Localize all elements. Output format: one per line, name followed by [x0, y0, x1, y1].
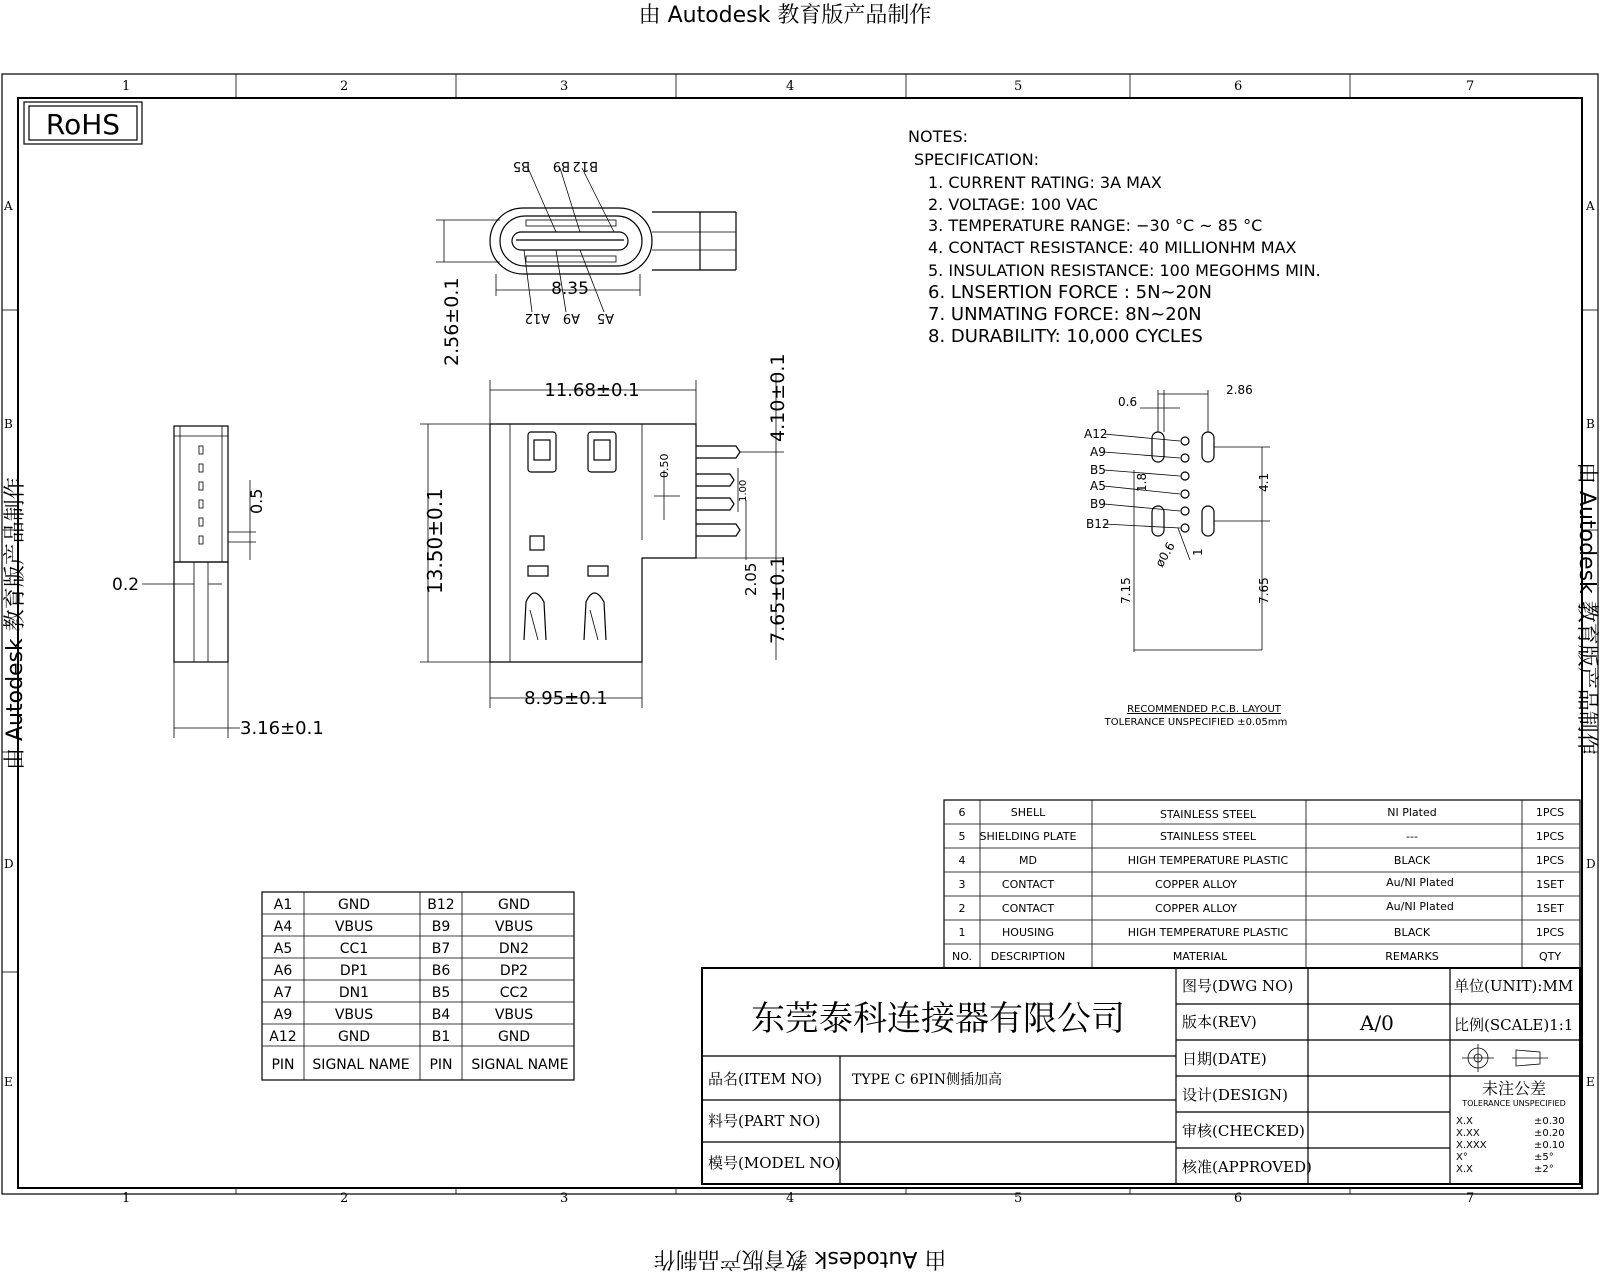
grid-col-5: 5	[1014, 79, 1023, 94]
bom-row-5-mat: STAINLESS STEEL	[1159, 830, 1257, 843]
bom-row-5-qty: 1PCS	[1535, 830, 1565, 843]
pcb-dim-06: 0.6	[1118, 395, 1138, 409]
grid-col-3b: 3	[560, 1191, 569, 1206]
side-view	[142, 426, 256, 738]
pcb-dim-286: 2.86	[1226, 383, 1253, 397]
bom-header-rem: REMARKS	[1385, 950, 1439, 963]
pin-row-5-bsig: CC2	[499, 985, 529, 1001]
pin-row-5-b: B5	[431, 985, 451, 1001]
pin-row-2-asig: VBUS	[334, 919, 374, 935]
notes	[908, 127, 1321, 347]
note-6: 6. LNSERTION FORCE : 5N~20N	[928, 282, 1212, 303]
company-name: 东莞泰科连接器有限公司	[751, 999, 1125, 1039]
note-8: 8. DURABILITY: 10,000 CYCLES	[928, 326, 1203, 347]
note-1: 1. CURRENT RATING: 3A MAX	[928, 173, 1162, 192]
bom-row-1-mat: HIGH TEMPERATURE PLASTIC	[1127, 926, 1289, 939]
pcb-dim-41: 4.1	[1257, 472, 1271, 492]
pin-row-2-b: B9	[431, 919, 451, 935]
grid-col-7b: 7	[1466, 1191, 1475, 1206]
bom-row-6-qty: 1PCS	[1535, 806, 1565, 819]
bom-row-2-mat: COPPER ALLOY	[1155, 902, 1237, 915]
pin-row-1-asig: GND	[337, 897, 371, 913]
bom-row-4-mat: HIGH TEMPERATURE PLASTIC	[1127, 854, 1289, 867]
pin-label-a5: A5	[596, 310, 614, 325]
pin-header-pin-b: PIN	[429, 1057, 453, 1073]
bom-row-4-qty: 1PCS	[1535, 854, 1565, 867]
tol-sub: TOLERANCE UNSPECIFIED	[1462, 1099, 1566, 1108]
pin-label-a9: A9	[562, 310, 580, 325]
pin-row-6-bsig: VBUS	[494, 1007, 534, 1023]
grid-col-4b: 4	[786, 1191, 795, 1206]
notes-subheading: SPECIFICATION:	[914, 150, 1040, 169]
grid-row-labels	[3, 199, 1596, 1089]
rev-label: 版本(REV)	[1182, 1013, 1257, 1031]
dim-top-width: 8.35	[551, 279, 589, 299]
pcb-pin-b5: B5	[1090, 463, 1106, 477]
watermark-right: 由 Autodesk 教育版产品制作	[1574, 462, 1599, 755]
pin-row-1-b: B12	[427, 897, 455, 913]
tol-row-2-val: ±0.20	[1534, 1128, 1565, 1139]
pcb-dim-18: 1.8	[1135, 472, 1149, 492]
bom-header-qty: QTY	[1538, 950, 1562, 963]
pin-row-4-b: B6	[431, 963, 451, 979]
bom-row-4-rem: BLACK	[1393, 854, 1431, 867]
pin-header-sig-b: SIGNAL NAME	[471, 1057, 569, 1073]
bom-row-3-no: 3	[958, 878, 966, 891]
pin-label-a12: A12	[524, 310, 550, 325]
dwg-label: 图号(DWG NO)	[1182, 977, 1294, 995]
grid-col-2: 2	[340, 79, 349, 94]
bom-row-3-rem: Au/NI Plated	[1386, 876, 1454, 889]
pin-row-3-bsig: DN2	[498, 941, 530, 957]
pin-label-b12: B12	[572, 158, 598, 173]
grid-col-5b: 5	[1014, 1191, 1023, 1206]
approved-label: 核准(APPROVED)	[1182, 1158, 1312, 1176]
pcb-dim-765: 7.65	[1257, 577, 1271, 604]
checked-label: 审核(CHECKED)	[1182, 1122, 1305, 1140]
pin-row-5-a: A7	[273, 985, 293, 1001]
note-2: 2. VOLTAGE: 100 VAC	[928, 195, 1098, 214]
tol-row-2-key: X.XX	[1456, 1128, 1480, 1139]
pin-row-4-bsig: DP2	[499, 963, 529, 979]
bom-row-3-desc: CONTACT	[1001, 878, 1055, 891]
bom-header-no: NO.	[952, 950, 972, 963]
grid-col-4: 4	[786, 79, 795, 94]
pin-row-4-a: A6	[273, 963, 293, 979]
grid-col-2b: 2	[340, 1191, 349, 1206]
bom-row-1-desc: HOUSING	[1002, 926, 1054, 939]
tol-title: 未注公差	[1481, 1079, 1547, 1098]
bom-rows	[952, 806, 1564, 963]
grid-col-1b: 1	[122, 1191, 131, 1206]
bom-row-2-qty: 1SET	[1536, 902, 1564, 915]
item-label: 品名(ITEM NO)	[708, 1070, 823, 1088]
pin-row-3-a: A5	[273, 941, 293, 957]
pin-row-1-bsig: GND	[497, 897, 531, 913]
bom-row-4-desc: MD	[1019, 854, 1037, 867]
pin-rows	[269, 897, 568, 1073]
tol-row-5-key: X.X	[1456, 1164, 1473, 1175]
bom-row-2-rem: Au/NI Plated	[1386, 900, 1454, 913]
bom-row-6-no: 6	[958, 806, 966, 819]
dim-side-pitch: 0.5	[247, 488, 266, 514]
dim-side-width: 3.16±0.1	[240, 718, 324, 739]
pcb-pin-a5: A5	[1090, 479, 1106, 493]
rev-value: A/0	[1360, 1011, 1394, 1035]
rohs-label: RoHS	[45, 108, 121, 141]
grid-row-b-r: B	[1586, 417, 1595, 431]
unit-label: 单位(UNIT):MM	[1454, 977, 1574, 995]
pin-row-6-asig: VBUS	[334, 1007, 374, 1023]
grid-row-e: E	[4, 1075, 13, 1089]
dim-side-thick: 0.2	[112, 575, 140, 595]
scale-label: 比例(SCALE)1:1	[1454, 1016, 1574, 1034]
design-label: 设计(DESIGN)	[1182, 1086, 1288, 1104]
grid-row-a: A	[4, 199, 13, 213]
pin-row-7-b: B1	[431, 1029, 451, 1045]
tol-row-5-val: ±2°	[1534, 1164, 1554, 1175]
pin-label-b9: B9	[552, 158, 570, 173]
pcb-pin-a9: A9	[1090, 445, 1106, 459]
tol-row-1-key: X.X	[1456, 1116, 1473, 1127]
item-value: TYPE C 6PIN侧插加高	[852, 1072, 1002, 1088]
dim-front-pin: 1.00	[738, 479, 749, 502]
tol-row-1-val: ±0.30	[1534, 1116, 1565, 1127]
bom-row-3-qty: 1SET	[1536, 878, 1564, 891]
tol-rows	[1456, 1116, 1565, 1175]
model-label: 模号(MODEL NO)	[708, 1154, 841, 1172]
pin-row-4-asig: DP1	[339, 963, 369, 979]
tol-row-4-val: ±5°	[1534, 1152, 1554, 1163]
tol-row-4-key: X°	[1456, 1152, 1468, 1163]
bom-header-mat: MATERIAL	[1172, 950, 1228, 963]
pcb-pin-a12: A12	[1084, 427, 1108, 441]
pin-row-7-bsig: GND	[497, 1029, 531, 1045]
pin-header-pin-a: PIN	[271, 1057, 295, 1073]
pcb-pin-b12: B12	[1086, 517, 1110, 531]
grid-col-6b: 6	[1234, 1191, 1243, 1206]
date-label: 日期(DATE)	[1182, 1050, 1267, 1068]
pin-row-3-b: B7	[431, 941, 451, 957]
pin-row-6-a: A9	[273, 1007, 293, 1023]
pin-row-6-b: B4	[431, 1007, 451, 1023]
dim-front-height: 13.50±0.1	[423, 488, 447, 594]
pcb-layout	[1104, 390, 1270, 652]
bom-row-1-no: 1	[958, 926, 966, 939]
bom-row-6-desc: SHELL	[1010, 806, 1046, 819]
dim-front-width-top: 11.68±0.1	[544, 380, 640, 401]
pin-label-b5: B5	[512, 158, 530, 173]
side-view-pins	[174, 562, 228, 662]
note-4: 4. CONTACT RESISTANCE: 40 MILLIONHM MAX	[928, 238, 1297, 257]
pin-row-2-a: A4	[273, 919, 293, 935]
pcb-dim-phi: ø0.6	[1152, 539, 1178, 570]
note-7: 7. UNMATING FORCE: 8N~20N	[928, 304, 1202, 325]
dim-front-050: 0.50	[658, 453, 671, 478]
bom-header-desc: DESCRIPTION	[990, 950, 1066, 963]
bom-row-5-desc: SHIELDING PLATE	[979, 830, 1077, 843]
grid-row-e-r: E	[1586, 1075, 1595, 1089]
bom-row-1-qty: 1PCS	[1535, 926, 1565, 939]
bom-row-4-no: 4	[958, 854, 966, 867]
pcb-dim-1: 1	[1191, 548, 1205, 556]
part-label: 料号(PART NO)	[708, 1112, 821, 1130]
bom-row-5-rem: ---	[1406, 830, 1418, 843]
dim-front-right-top: 4.10±0.1	[767, 353, 789, 442]
grid-col-1: 1	[122, 79, 131, 94]
pin-row-3-asig: CC1	[339, 941, 369, 957]
watermark-left: 由 Autodesk 教育版产品制作	[3, 477, 28, 770]
pcb-dim-715: 7.15	[1119, 577, 1133, 604]
pin-row-7-a: A12	[269, 1029, 297, 1045]
grid-col-6: 6	[1234, 79, 1243, 94]
dim-front-205: 2.05	[742, 562, 760, 596]
grid-col-7: 7	[1466, 79, 1475, 94]
grid-row-d-r: D	[1586, 857, 1596, 871]
note-3: 3. TEMPERATURE RANGE: −30 °C ~ 85 °C	[928, 216, 1263, 235]
bom-row-1-rem: BLACK	[1393, 926, 1431, 939]
bom-row-3-mat: COPPER ALLOY	[1155, 878, 1237, 891]
pin-row-7-asig: GND	[337, 1029, 371, 1045]
grid-row-a-r: A	[1586, 199, 1595, 213]
bom-row-6-rem: NI Plated	[1387, 806, 1437, 819]
notes-heading: NOTES:	[908, 127, 968, 146]
top-view-tongue	[512, 232, 628, 250]
pcb-pin-b9: B9	[1090, 497, 1106, 511]
grid-col-3: 3	[560, 79, 569, 94]
tol-row-3-val: ±0.10	[1534, 1140, 1565, 1151]
dim-front-right-bottom: 7.65±0.1	[767, 555, 789, 644]
watermark-top: 由 Autodesk 教育版产品制作	[638, 3, 932, 28]
pin-row-1-a: A1	[273, 897, 293, 913]
watermark-bottom: 由 Autodesk 教育版产品制作	[653, 1246, 947, 1271]
bom-row-2-no: 2	[958, 902, 966, 915]
note-5: 5. INSULATION RESISTANCE: 100 MEGOHMS MIN.	[928, 261, 1321, 280]
bom-row-5-no: 5	[958, 830, 966, 843]
pcb-caption: RECOMMENDED P.C.B. LAYOUT	[1127, 704, 1281, 715]
top-view-shell-inner	[500, 216, 642, 266]
bom-row-6-mat: STAINLESS STEEL	[1159, 808, 1257, 821]
dim-front-width-bottom: 8.95±0.1	[524, 688, 608, 709]
front-view	[420, 374, 784, 708]
pin-row-5-asig: DN1	[338, 985, 370, 1001]
grid-row-d: D	[4, 857, 14, 871]
pin-header-sig-a: SIGNAL NAME	[312, 1057, 410, 1073]
tol-row-3-key: X.XXX	[1456, 1140, 1487, 1151]
dim-top-height: 2.56±0.1	[441, 277, 463, 366]
pin-row-2-bsig: VBUS	[494, 919, 534, 935]
bom-row-2-desc: CONTACT	[1001, 902, 1055, 915]
grid-row-b: B	[4, 417, 13, 431]
pcb-tolerance: TOLERANCE UNSPECIFIED ±0.05mm	[1104, 717, 1288, 728]
